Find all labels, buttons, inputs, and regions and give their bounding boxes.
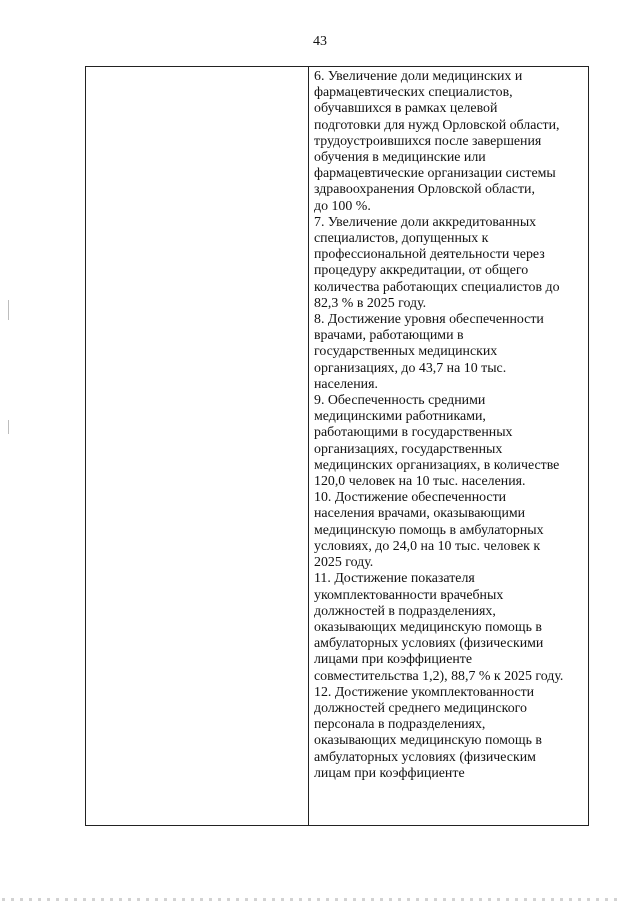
text-line: населения врачами, оказывающими — [314, 506, 526, 522]
text-line: профессиональной деятельности через — [314, 247, 545, 263]
text-line: работающими в государственных — [314, 425, 513, 441]
text-line: укомплектованности врачебных — [314, 587, 504, 603]
text-line: обучавшихся в рамках целевой — [314, 101, 498, 117]
text-line: 2025 году. — [314, 555, 374, 571]
text-line: населения. — [314, 376, 378, 392]
text-line: специалистов, допущенных к — [314, 231, 489, 247]
text-line: 10. Достижение обеспеченности — [314, 490, 507, 506]
text-line: медицинскими работниками, — [314, 409, 486, 425]
text-line: оказывающих медицинскую помощь в — [314, 619, 542, 635]
text-line: 8. Достижение уровня обеспеченности — [314, 312, 544, 328]
text-line: амбулаторных условиях (физическими — [314, 636, 544, 652]
text-line: организациях, до 43,7 на 10 тыс. — [314, 360, 507, 376]
text-line: обучения в медицинские или — [314, 150, 486, 166]
scan-artifact — [2, 898, 622, 901]
text-line: 12. Достижение укомплектованности — [314, 684, 535, 700]
text-line: лицами при коэффициенте — [314, 652, 473, 668]
text-line: 9. Обеспеченность средними — [314, 393, 486, 409]
text-line: совместительства 1,2), 88,7 % к 2025 году. — [314, 668, 564, 684]
text-line: здравоохранения Орловской области, — [314, 182, 535, 198]
text-line: государственных медицинских — [314, 344, 498, 360]
text-line: трудоустроившихся после завершения — [314, 133, 542, 149]
page-number: 43 — [313, 34, 327, 49]
text-line: медицинских организациях, в количестве — [314, 457, 560, 473]
text-line: 82,3 % в 2025 году. — [314, 295, 427, 311]
text-line: 7. Увеличение доли аккредитованных — [314, 214, 537, 230]
text-line: процедуру аккредитации, от общего — [314, 263, 529, 279]
text-line: количества работающих специалистов до — [314, 279, 560, 295]
text-line: персонала в подразделениях, — [314, 717, 486, 733]
text-line: условиях, до 24,0 на 10 тыс. человек к — [314, 538, 541, 554]
text-line: фармацевтические организации системы — [314, 166, 556, 182]
text-line: лицам при коэффициенте — [314, 765, 465, 781]
text-line: оказывающих медицинскую помощь в — [314, 733, 542, 749]
text-line: 11. Достижение показателя — [314, 571, 475, 587]
text-line: 120,0 человек на 10 тыс. населения. — [314, 474, 526, 490]
text-line: врачами, работающими в — [314, 328, 464, 344]
text-line: должностей среднего медицинского — [314, 700, 527, 716]
text-line: медицинскую помощь в амбулаторных — [314, 522, 544, 538]
text-line: подготовки для нужд Орловской области, — [314, 117, 560, 133]
text-line: организациях, государственных — [314, 441, 503, 457]
text-line: фармацевтических специалистов, — [314, 85, 513, 101]
text-line: 6. Увеличение доли медицинских и — [314, 69, 523, 84]
scan-mark — [8, 300, 9, 320]
text-line: должностей в подразделениях, — [314, 603, 496, 619]
content-table — [85, 66, 589, 826]
left-cell — [86, 67, 309, 825]
scan-mark — [8, 420, 9, 434]
text-line: амбулаторных условиях (физическим — [314, 749, 536, 765]
text-line: до 100 %. — [314, 198, 371, 214]
right-cell — [309, 67, 588, 782]
